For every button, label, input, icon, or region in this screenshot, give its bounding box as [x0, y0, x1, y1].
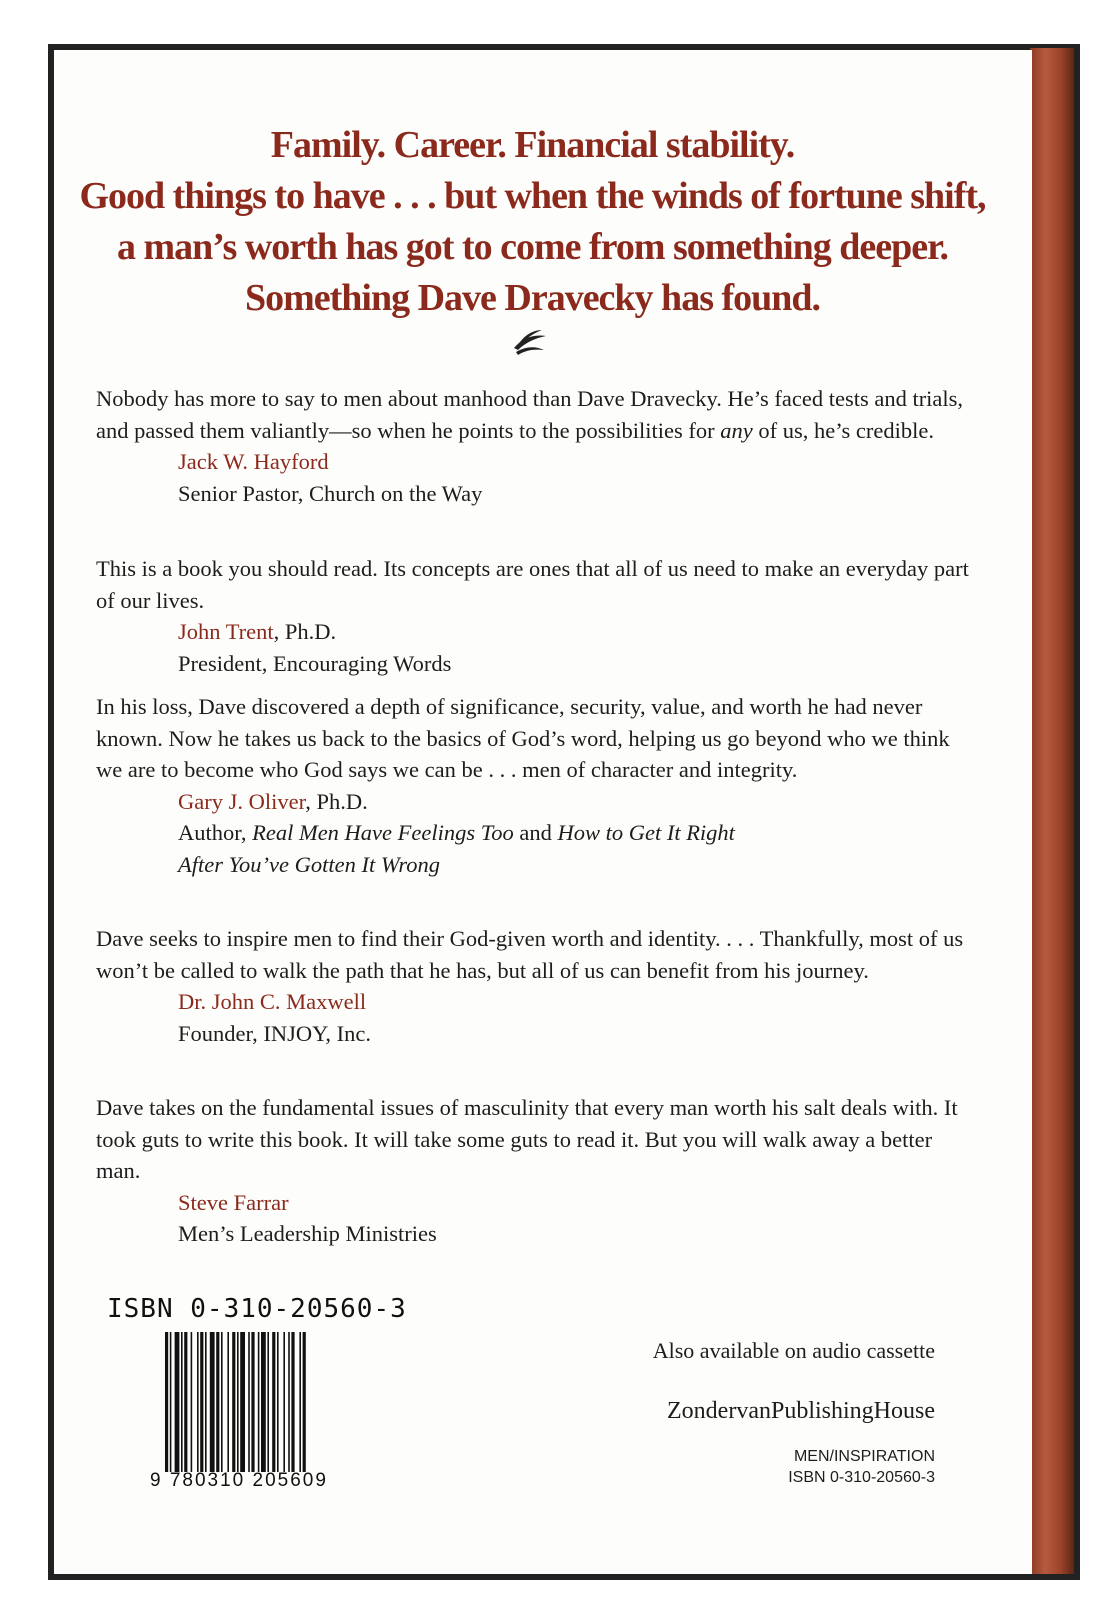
endorser-name-line: Gary J. Oliver, Ph.D. [178, 788, 368, 814]
endorser-role: Author, Real Men Have Feelings Too and How to Get It Right [178, 820, 735, 845]
headline-line-1: Family. Career. Financial stability. [270, 124, 795, 166]
headline [0, 120, 1065, 324]
headline-line-3: a man’s worth has got to come from something deeper. [116, 226, 949, 268]
endorser-name: Jack W. Hayford [178, 449, 329, 474]
category-block [788, 1446, 935, 1488]
endorsement-text: This is a book you should read. Its concepts are ones that all of us need to make an everyday part of our lives. [96, 556, 969, 613]
endorser-name: Dr. John C. Maxwell [178, 989, 367, 1014]
endorsement-hayford [96, 383, 976, 509]
endorser-name: John Trent [178, 619, 274, 644]
endorsement-farrar [96, 1092, 976, 1250]
endorser-role: Men’s Leadership Ministries [178, 1221, 437, 1246]
endorser-role: President, Encouraging Words [178, 650, 452, 676]
isbn-bottom: ISBN 0-310-20560-3 [788, 1469, 935, 1486]
endorsement-text: Dave takes on the fundamental issues of masculinity that every man worth his salt deals with. It took guts to write this book. It will take some guts to read it. But you will walk away a better man. [96, 1095, 958, 1183]
endorsement-text: In his loss, Dave discovered a depth of significance, security, value, and worth he had never known. Now he takes us back to the basics of God’s word, helping us go beyond who we think we are to become who God says we can be . . . men of character and integrity. [96, 694, 950, 782]
publisher-name: ZondervanPublishingHouse [667, 1398, 935, 1424]
headline-line-2: Good things to have . . . but when the winds of fortune shift, [79, 175, 986, 217]
category-label: MEN/INSPIRATION [793, 1448, 935, 1465]
endorser-name: Steve Farrar [178, 1189, 289, 1215]
endorser-role: Senior Pastor, Church on the Way [178, 480, 483, 506]
endorser-name-line: John Trent, Ph.D. [178, 619, 337, 644]
barcode [165, 1332, 357, 1472]
headline-line-4: Something Dave Dravecky has found. [244, 277, 821, 319]
endorsement-text: Nobody has more to say to men about manhood than Dave Dravecky. He’s faced tests and trials, and passed them valiantly—so when he points to the possibilities for any of us, he’s credible. [96, 386, 964, 443]
endorsement-oliver [96, 691, 976, 880]
leaf-swoosh-icon [512, 328, 548, 358]
endorser-role: Founder, INJOY, Inc. [178, 1020, 372, 1046]
isbn-label: ISBN 0-310-20560-3 [107, 1294, 407, 1324]
barcode-number: 9 780310 205609 [150, 1470, 328, 1491]
endorsement-maxwell [96, 923, 976, 1049]
endorser-name: Gary J. Oliver [178, 788, 306, 814]
endorsement-text: Dave seeks to inspire men to find their God-given worth and identity. . . . Thankfully, most of us won’t be called to walk the path that he has, but all of us can benefit from his journey. [96, 926, 964, 983]
endorsement-trent [96, 553, 976, 679]
audio-note: Also available on audio cassette [652, 1338, 935, 1363]
endorser-role-cont: After You’ve Gotten It Wrong [178, 851, 441, 877]
